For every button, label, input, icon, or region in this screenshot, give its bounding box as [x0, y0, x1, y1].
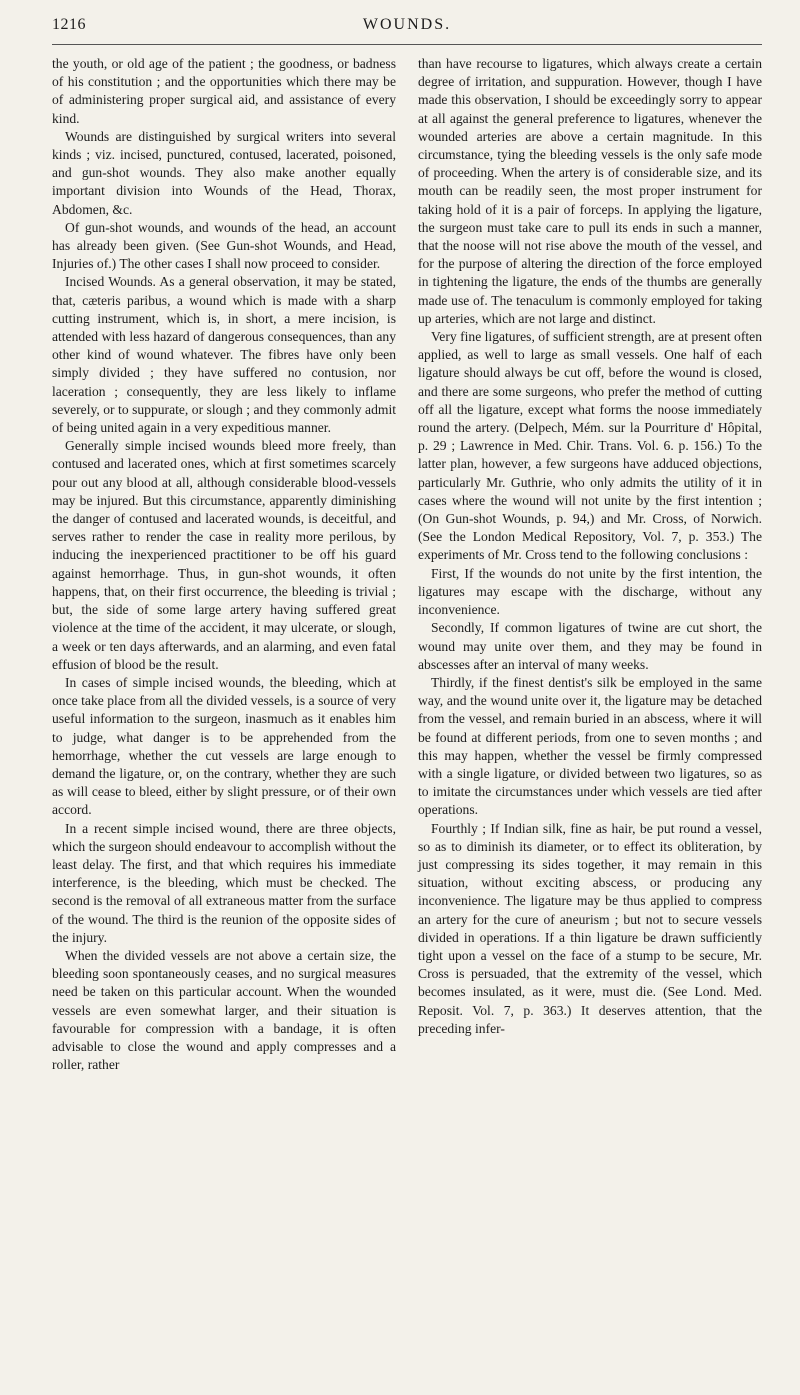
paragraph: Fourthly ; If Indian silk, fine as hair, be put round a vessel, so as to diminish its diameter, or to effect its obliteration, by just compressing its sides together, it may remain in this situation, without exciting abscess, or producing any inconvenience. The ligature may be thus applied to compress an artery for the cure of aneurism ; but not to secure vessels divided in operations. If a thin ligature be drawn sufficiently tight upon a vessel on the face of a stump to be secure, Mr. Cross is persuaded, that the extremity of the vessel, which becomes insulated, as it were, must die. (See Lond. Med. Reposit. Vol. 7, p. 363.) It deserves attention, that the preceding infer- — [418, 820, 762, 1036]
paragraph: the youth, or old age of the patient ; the goodness, or badness of his constitution ; and the opportunities which there may be of administering proper surgical aid, and assistance of every kind. — [52, 56, 396, 126]
paragraph: In cases of simple incised wounds, the bleeding, which at once take place from all the divided vessels, is a source of very useful information to the surgeon, inasmuch as it enables him to judge, what danger is to be apprehended from the hemorrhage, whether the cut vessels are large enough to demand the ligature, or, on the contrary, whether they are such as will cease to bleed, either by slight pressure, or of their own accord. — [52, 674, 396, 818]
right-column — [418, 55, 762, 1074]
left-column — [52, 55, 396, 1074]
paragraph: Secondly, If common ligatures of twine are cut short, the wound may unite over them, and they may be found in abscesses after an interval of many weeks. — [418, 620, 762, 672]
paragraph: Generally simple incised wounds bleed more freely, than contused and lacerated ones, which at first sometimes scarcely pour out any blood at all, although considerable blood-vessels may be injured. But this circumstance, apparently diminishing the danger of contused and lacerated wounds, is deceitful, and serves rather to render the case in reality more perilous, by inducing the inexperienced practitioner to be off his guard against hemorrhage. Thus, in gun-shot wounds, it often happens, that, on their first occurrence, the bleeding is trivial ; but, the side of some large artery having suffered great violence at the time of the accident, it may ulcerate, or slough, a week or ten days afterwards, and an alarming, and even fatal effusion of blood be the result. — [52, 438, 396, 672]
running-head: WOUNDS. — [362, 16, 452, 33]
paragraph: Of gun-shot wounds, and wounds of the head, an account has already been given. (See Gun-shot Wounds, and Head, Injuries of.) The other cases I shall now proceed to consider. — [52, 219, 396, 272]
paragraph: First, If the wounds do not unite by the first intention, the ligatures may escape with the discharge, without any inconvenience. — [418, 565, 762, 618]
paragraph: Thirdly, if the finest dentist's silk be employed in the same way, and the wound unite over it, the ligature may be detached from the vessel, and remain buried in an abscess, where it will be found at different periods, from one to seven months ; and this may happen, whether the vessel be firmly compressed with a single ligature, or divided between two ligatures, so as to imitate the circumstances under which vessels are tied after operations. — [418, 674, 762, 818]
paragraph: Very fine ligatures, of sufficient strength, are at present often applied, as well to large as small vessels. One half of each ligature should always be cut off, before the wound is closed, and there are some surgeons, who prefer the method of cutting off all the ligature, except what forms the noose immediately round the artery. (Delpech, Mém. sur la Pourriture d' Hôpital, p. 29 ; Lawrence in Med. Chir. Trans. Vol. 6. p. 156.) To the latter plan, however, a few surgeons have adduced objections, particularly Mr. Guthrie, who only admits the utility of it in cases where the wound will not unite by the first intention ; (On Gun-shot Wounds, p. 94,) and Mr. Cross, of Norwich. (See the London Medical Repository, Vol. 7, p. 353.) The experiments of Mr. Cross tend to the following conclusions : — [418, 329, 762, 563]
page-number: 1216 — [52, 16, 86, 33]
paragraph: In a recent simple incised wound, there are three objects, which the surgeon should endeavour to accomplish without the least delay. The first, and that which requires his immediate interference, is the bleeding, which must be checked. The second is the removal of all extraneous matter from the surface of the wound. The third is the reunion of the opposite sides of the injury. — [52, 820, 396, 945]
paragraph: Incised Wounds. As a general observation, it may be stated, that, cæteris paribus, a wound which is made with a sharp cutting instrument, which is, in short, a mere incision, is attended with less hazard of dangerous consequences, than any other kind of wound whatever. The fibres have only been simply divided ; they have suffered no contusion, nor laceration ; consequently, they are less likely to inflame severely, or to suppurate, or slough ; and they commonly admit of being united again in a very expeditious manner. — [52, 274, 396, 436]
paragraph: When the divided vessels are not above a certain size, the bleeding soon spontaneously ceases, and no surgical measures need be taken on this particular account. When the wounded vessels are even somewhat larger, and their situation is favourable for compression with a bandage, it is often advisable to close the wound and apply compresses and a roller, rather — [52, 947, 396, 1073]
text-columns — [52, 55, 762, 1074]
paragraph: Wounds are distinguished by surgical writers into several kinds ; viz. incised, punctured, contused, lacerated, poisoned, and gun-shot wounds. They also make another equally important division into Wounds of the Head, Thorax, Abdomen, &c. — [52, 128, 396, 217]
page-header — [52, 14, 762, 45]
paragraph: than have recourse to ligatures, which always create a certain degree of irritation, and suppuration. However, though I have made this observation, I should be exceedingly sorry to appear at all against the general preference to ligatures, whenever the wounded arteries are above a certain magnitude. In this circumstance, tying the bleeding vessels is the only safe mode of proceeding. When the artery is of considerable size, and its mouth can be readily seen, the most proper instrument for taking hold of it is a pair of forceps. In applying the ligature, the surgeon must take care to pull its ends in such a manner, that the noose will not rise above the mouth of the vessel, and for the purpose of altering the direction of the force employed in tightening the ligature, the ends of the thumbs are generally made use of. The tenaculum is commonly employed for taking up arteries, which are not large and distinct. — [418, 56, 762, 326]
